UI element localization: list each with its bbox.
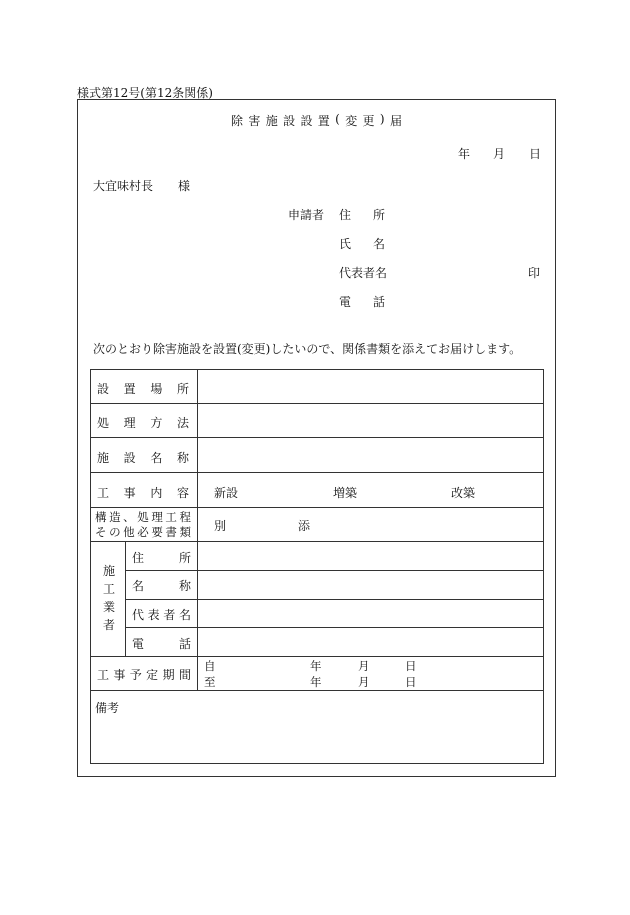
row-label-structure-line1: 構 造 、 処 理 工 程 <box>95 510 191 524</box>
schedule-to-day: 日 <box>405 675 417 689</box>
attached-separately-2: 添 <box>298 519 311 533</box>
intro-text: 次のとおり除害施設を設置(変更)したいので、関係書類を添えてお届けします。 <box>93 342 522 356</box>
contractor-address-label: 住 所 <box>132 551 191 565</box>
applicant-representative-label: 代表者名 <box>339 266 388 280</box>
attached-separately-1: 別 <box>214 519 227 533</box>
row-label-schedule: 工 事 予 定 期 間 <box>97 668 191 682</box>
row-label-work-content: 工 事 内 容 <box>97 486 189 500</box>
seal-mark: 印 <box>528 266 541 280</box>
date-year: 年 <box>458 147 471 161</box>
contractor-phone-label: 電 話 <box>132 637 191 651</box>
row-label-location: 設 置 場 所 <box>97 382 189 396</box>
form-number: 様式第12号(第12条関係) <box>77 86 213 100</box>
date-day: 日 <box>529 147 542 161</box>
schedule-from-month: 月 <box>358 659 370 673</box>
date-month: 月 <box>493 147 506 161</box>
contractor-name-label: 名 称 <box>132 579 191 593</box>
option-rebuild: 改築 <box>451 486 476 500</box>
applicant-label: 申請者 <box>288 208 325 222</box>
row-label-structure-line2: そ の 他 必 要 書 類 <box>95 525 191 539</box>
row-label-facility-name: 施 設 名 称 <box>97 451 189 465</box>
row-label-method: 処 理 方 法 <box>97 416 189 430</box>
schedule-to-month: 月 <box>358 675 370 689</box>
addressee-name: 大宜味村長 <box>93 179 154 193</box>
applicant-name-label: 氏 名 <box>339 237 385 251</box>
label-column-divider <box>197 369 198 690</box>
contractor-label: 施 工 業 者 <box>102 564 115 632</box>
schedule-from-day: 日 <box>405 659 417 673</box>
document-title: 除 害 施 設 設 置 ( 変 更 ) 届 <box>231 112 402 128</box>
remarks-label: 備考 <box>95 701 120 715</box>
schedule-from-year: 年 <box>310 659 322 673</box>
option-new: 新設 <box>214 486 239 500</box>
schedule-to: 至 <box>204 675 216 689</box>
contractor-representative-label: 代 表 者 名 <box>132 608 191 622</box>
applicant-phone-label: 電 話 <box>339 295 385 309</box>
option-extension: 増築 <box>333 486 358 500</box>
schedule-to-year: 年 <box>310 675 322 689</box>
addressee-honorific: 様 <box>178 179 191 193</box>
schedule-from: 自 <box>204 659 216 673</box>
applicant-address-label: 住 所 <box>339 208 385 222</box>
